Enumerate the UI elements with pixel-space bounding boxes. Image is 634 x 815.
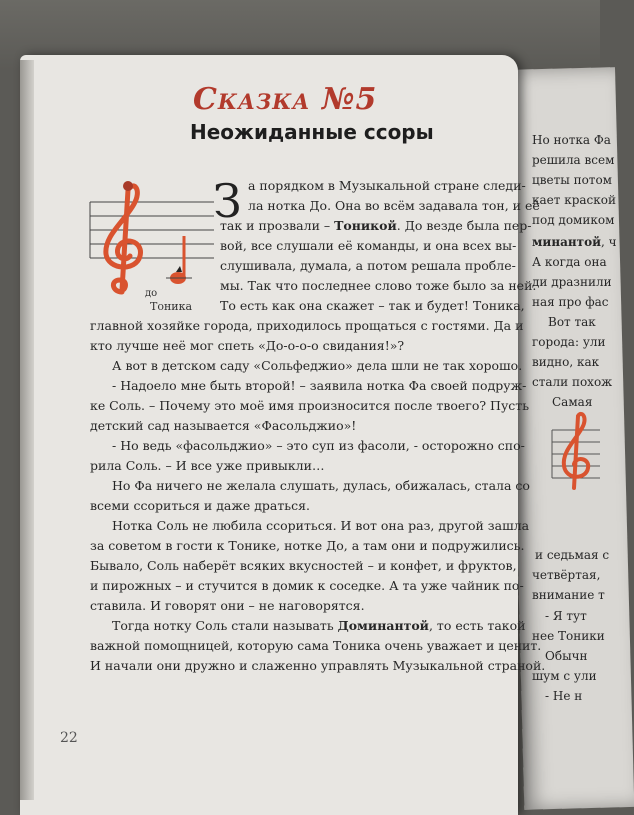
right-page-line: Но нотка Фа [532,133,611,147]
page-edge [20,60,34,800]
text-line: А вот в детском саду «Сольфеджио» дела шли не так хорошо. [112,358,523,373]
treble-clef-icon [564,414,588,488]
text-line: рила Соль. – И все уже привыкли… [90,458,325,473]
right-page-line: и седьмая с [535,548,610,562]
text-line: кто лучше неё мог спеть «До-о-о-о свидания!»? [90,338,405,353]
story-text [60,176,546,676]
right-page-line: решила всем [532,153,615,167]
text-line: ке Соль. – Почему это моё имя произносится после твоего? Пусть [90,398,530,413]
chapter-title: Неожиданные ссоры [190,120,434,144]
right-page-line: - Не н [545,689,583,703]
right-page-line: внимание т [532,588,605,602]
text-line: всеми ссориться и даже драться. [90,498,310,513]
page-number: 22 [60,730,78,746]
text-line: - Но ведь «фасольджио» – это суп из фасоли, - осторожно спо- [112,438,525,453]
text-line: И начали они дружно и слаженно управлять Музыкальной страной. [90,658,546,673]
text-line: детский сад называется «Фасольджио»! [90,418,357,433]
text-line: ла нотка До. Она во всём задавала тон, и её [248,198,540,213]
text-line: слушивала, думала, а потом решала пробле- [220,258,516,273]
note-label: до [145,288,158,299]
right-page-line: кает краской [532,193,616,207]
text-line: главной хозяйке города, приходилось прощаться с гостями. Да и [90,318,524,333]
text-line: ставила. И говорят они – не наговорятся. [90,598,365,613]
text-line: так и прозвали – Тоникой. До везде была пер- [220,218,532,233]
text-line: Но Фа ничего не желала слушать, дулась, обижалась, стала со [112,478,530,493]
right-page-line: видно, как [532,355,600,369]
figure-caption: Тоника [150,300,193,313]
right-page-line: города: ули [532,335,606,349]
right-page-line: Вот так [548,315,596,329]
right-page-line: минантой [532,235,602,249]
right-page-line: стали похож [532,375,613,389]
text-line: а порядком в Музыкальной стране следи- [248,178,526,193]
right-treble-clef-illustration [552,410,600,490]
right-page-line: Самая [552,395,593,409]
right-page-line: под домиком [532,213,615,227]
text-line: То есть как она скажет – так и будет! Тоника, [220,298,525,313]
text-line: за советом в гости к Тонике, нотке До, а там они и подружились. [90,538,525,553]
right-page-line: нее Тоники [532,629,605,643]
drop-cap: З [213,174,242,228]
text-line: - Надоело мне быть второй! – заявила нотка Фа своей подруж- [112,378,527,393]
right-page-line: ди дразнили [532,275,612,289]
text-line: важной помощницей, которую сама Тоника очень уважает и ценит. [90,638,542,653]
text-line: и пирожных – и стучится в домик к соседке. А та уже чайник по- [90,578,524,593]
text-line: Бывало, Соль наберёт всяких вкусностей – и конфет, и фруктов, [90,558,517,573]
right-page-line: ная про фас [532,295,609,309]
text-line: Нотка Соль не любила ссориться. И вот она раз, другой зашла [112,518,530,533]
tale-title: Сказка №5 [193,82,378,117]
right-page-line: шум с ули [532,669,597,683]
right-page-line: - Я тут [545,609,587,623]
text-line: Тогда нотку Соль стали называть Доминантой, то есть такой [112,618,526,633]
right-page-line: цветы потом [532,173,612,187]
text-line: мы. Так что последнее слово тоже было за ней. [220,278,537,293]
text-line: вой, все слушали её команды, и она всех вы- [220,238,517,253]
right-page-line: А когда она [532,255,607,269]
right-page-line: Обычн [545,649,588,663]
right-page-line: четвёртая, [532,568,601,582]
